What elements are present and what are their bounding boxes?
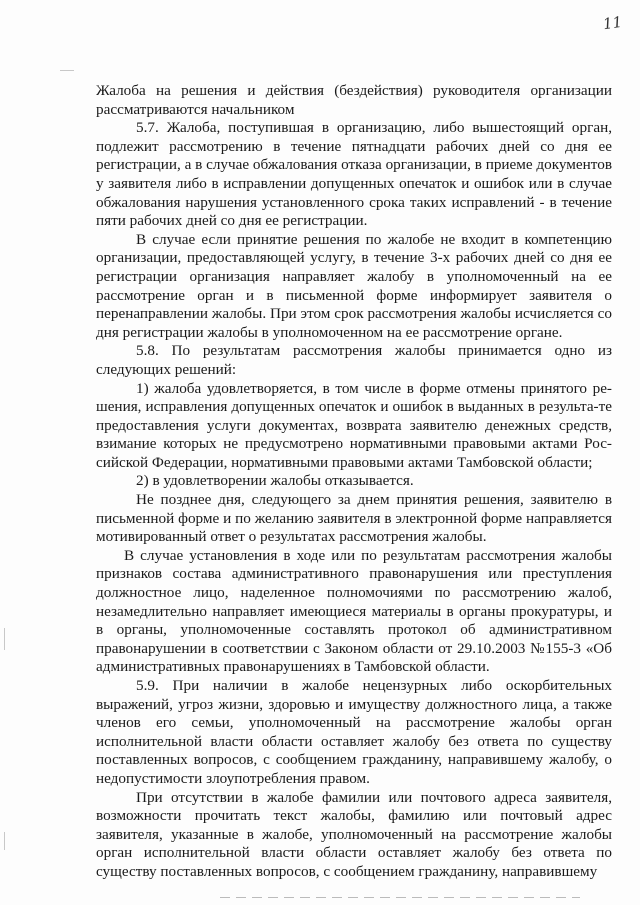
paragraph: 5.8. По результатам рассмотрения жалобы принимается одно из следующих решений:	[96, 342, 612, 378]
page-number: 11	[601, 12, 624, 34]
paragraph: 2) в удовлетворении жалобы отказывается.	[136, 472, 414, 490]
scan-mark	[60, 70, 74, 71]
scan-mark	[4, 832, 5, 850]
paragraph: При отсутствии в жалобе фамилии или почтового адреса заявителя, возможности прочитать текст жалобы, фамилию или почтовый адрес заявителя, указанные в жалобе, уполномоченный на рассмотрение жалобы орган исполнительной власти области оставляет жалобу без ответа по существу поставленных вопросов, с сообщением гражданину, направившему	[96, 788, 612, 880]
paragraph: 5.9. При наличии в жалобе нецензурных либо оскорбительных выражений, угроз жизни, здоровью и имуществу должностного лица, а также членов его семьи, уполномоченный на рассмотрение жалобы орган исполнительной власти области оставляет жалобу без ответа по существу поставленных вопросов, с сообщением гражданину, направившему жалобу, о недопустимости злоупотребления правом.	[96, 677, 612, 787]
document-body	[96, 82, 612, 882]
paragraph: В случае если принятие решения по жалобе не входит в компетенцию организации, предоставляющей услугу, в течение 3-х рабочих дней со дня ее регистрации организация направляет жалобу в уполномоченный на ее рассмотрение орган и в письменной форме информирует заявителя о перенаправлении жалобы. При этом срок рассмотрения жалобы исчисляется со дня регистрации жалобы в уполномоченном на ее рассмотрение органе.	[96, 230, 612, 341]
paragraph: Не позднее дня, следующего за днем принятия решения, заявителю в письменной форме и по желанию заявителя в электронной форме направляется мотивированный ответ о результатах рассмотрения жалобы.	[96, 491, 612, 546]
scan-mark	[220, 897, 580, 898]
paragraph: Жалоба на решения и действия (бездействия) руководителя организации рассматриваются начальником	[96, 82, 612, 118]
paragraph: 1) жалоба удовлетворяется, в том числе в форме отмены принятого ре-шения, исправления допущенных опечаток и ошибок в выданных в результа-те предоставления услуги документах, возврата заявителю денежных средств, взимание которых не предусмотрено нормативными правовыми актами Рос-сийской Федерации, нормативными правовыми актами Тамбовской области;	[96, 379, 612, 471]
scan-mark	[4, 628, 5, 650]
paragraph: 5.7. Жалоба, поступившая в организацию, либо вышестоящий орган, подлежит рассмотрению в течение пятнадцати рабочих дней со дня ее регистрации, а в случае обжалования отказа организации, в приеме документов у заявителя либо в исправлении допущенных опечаток и ошибок или в случае обжалования нарушения установленного срока таких исправлений - в течение пяти рабочих дней со дня ее регистрации.	[96, 119, 612, 230]
paragraph: В случае установления в ходе или по результатам рассмотрения жалобы признаков состава административного правонарушения или преступления должностное лицо, наделенное полномочиями по рассмотрению жалоб, незамедлительно направляет имеющиеся материалы в органы прокуратуры, и в органы, уполномоченные составлять протокол об административном правонарушении в соответствии с Законом области от 29.10.2003 №155-3 «Об административных правонарушениях в Тамбовской области.	[96, 546, 612, 676]
